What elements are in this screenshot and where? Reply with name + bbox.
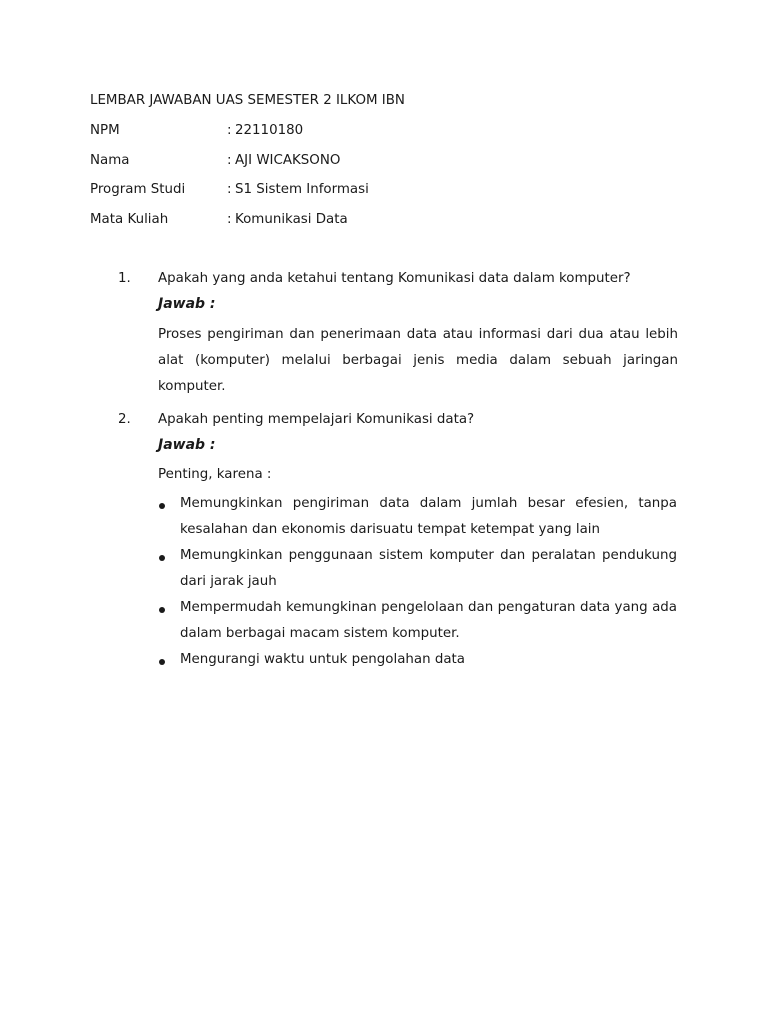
info-separator: : [227, 212, 232, 227]
question-text: Apakah yang anda ketahui tentang Komunikasi data dalam komputer? [158, 271, 631, 286]
info-label: Program Studi [90, 182, 186, 197]
answer-label: Jawab : [158, 437, 216, 453]
info-separator: : [227, 153, 232, 168]
info-value: Komunikasi Data [235, 212, 348, 227]
bullet-item: Memungkinkan penggunaan sistem komputer dan peralatan pendukung dari jarak jauh [180, 548, 677, 589]
bullet-item: Mengurangi waktu untuk pengolahan data [180, 652, 466, 667]
bullet-item: Memungkinkan pengiriman data dalam jumlah besar efesien, tanpa kesalahan dan ekonomis darisuatu tempat ketempat yang lain [180, 496, 677, 537]
info-separator: : [227, 182, 232, 197]
answer-intro: Penting, karena : [158, 467, 272, 482]
bullet-item: Mempermudah kemungkinan pengelolaan dan pengaturan data yang ada dalam berbagai macam sistem komputer. [180, 600, 677, 641]
question-number: 2. [118, 412, 131, 427]
info-label: Mata Kuliah [90, 212, 169, 227]
answer-paragraph: Proses pengiriman dan penerimaan data atau informasi dari dua atau lebih alat (komputer) melalui berbagai jenis media dalam sebuah jaringan komputer. [158, 327, 678, 394]
document-title: LEMBAR JAWABAN UAS SEMESTER 2 ILKOM IBN [90, 93, 405, 108]
question-text: Apakah penting mempelajari Komunikasi data? [158, 412, 475, 427]
info-value: AJI WICAKSONO [235, 153, 341, 168]
answer-label: Jawab : [158, 296, 216, 312]
info-value: 22110180 [235, 123, 304, 138]
info-label: NPM [90, 123, 120, 138]
info-separator: : [227, 123, 232, 138]
info-value: S1 Sistem Informasi [235, 182, 369, 197]
info-label: Nama [90, 153, 130, 168]
question-number: 1. [118, 271, 131, 286]
